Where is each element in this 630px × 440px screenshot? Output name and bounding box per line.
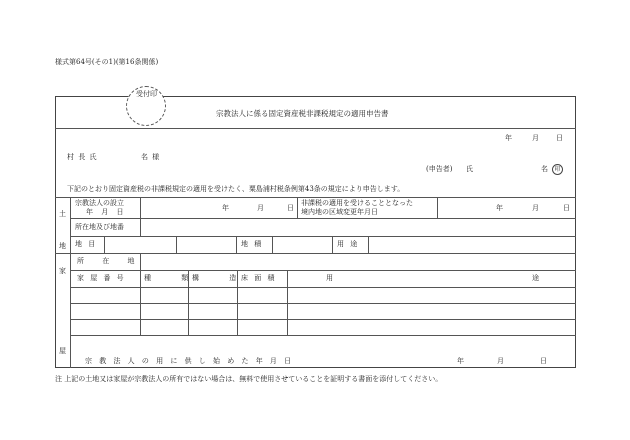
applicable-label-2: 境内地の区域変更年月日 (301, 208, 378, 216)
divider (70, 270, 576, 271)
establish-month: 月 (257, 204, 264, 212)
land-side-label: 地 (59, 242, 66, 250)
divider (55, 197, 576, 198)
house-side-label: 家 (59, 267, 66, 275)
form-frame (55, 96, 576, 368)
intro-text: 下記のとおり固定資産税の非課税規定の適用を受けたく、粟島浦村税条例第43条の規定により申告します。 (67, 185, 405, 193)
divider (437, 197, 438, 218)
divider (70, 319, 576, 320)
recipient-suffix: 名 様 (141, 153, 161, 161)
divider (70, 197, 71, 368)
form-title: 宗教法人に係る固定資産税非課税規定の適用申告書 (216, 109, 389, 118)
form-id: 様式第64号(その1)(第16条関係) (55, 58, 159, 66)
establish-label-date: 年 月 日 (86, 208, 127, 216)
divider (140, 270, 141, 335)
divider (176, 236, 177, 253)
applicable-day: 日 (563, 204, 570, 212)
divider (70, 303, 576, 304)
divider (140, 197, 141, 218)
applicant-name-suffix: 名 (541, 165, 548, 173)
divider (332, 236, 333, 253)
col-kind: 種 類 (144, 274, 203, 282)
footnote: 注 上記の土地又は家屋が宗教法人の所有ではない場合は、無料で使用させていることを証明する書面を添付してください。 (55, 375, 443, 383)
stamp-label: 受付印 (136, 90, 157, 98)
divider (297, 197, 298, 218)
land-side-label: 土 (59, 210, 66, 218)
establish-label: 宗教法人の設立 (75, 199, 124, 207)
applicable-label: 非課税の適用を受けることとなった (301, 199, 413, 207)
divider (236, 236, 237, 253)
divider (272, 236, 273, 253)
applicant-name-label: 氏 (466, 165, 473, 173)
applicable-year: 年 (496, 204, 503, 212)
area-label: 地 積 (241, 240, 264, 248)
col-use-1: 用 (326, 274, 333, 282)
start-month: 月 (497, 357, 504, 365)
house-location-label: 所 在 地 (77, 257, 143, 265)
divider (104, 236, 105, 253)
date-year: 年 (505, 134, 512, 142)
start-label: 宗 教 法 人 の 用 に 供 し 始 め た 年 月 日 (85, 357, 294, 365)
applicant-label: (申告者) (426, 165, 453, 173)
col-house-number: 家 屋 番 号 (77, 274, 126, 282)
divider (287, 270, 288, 335)
establish-year: 年 (222, 204, 229, 212)
use-label: 用 途 (337, 240, 360, 248)
col-floor-area: 床 面 積 (241, 274, 277, 282)
start-year: 年 (457, 357, 464, 365)
chimoku-label: 地 目 (75, 240, 98, 248)
start-day: 日 (540, 357, 547, 365)
house-side-label: 屋 (59, 347, 66, 355)
col-structure: 構 造 (192, 274, 251, 282)
recipient-prefix: 村 長 氏 (67, 153, 98, 161)
applicable-month: 月 (532, 204, 539, 212)
date-day: 日 (556, 134, 563, 142)
col-use-2: 途 (532, 274, 539, 282)
divider (368, 236, 369, 253)
divider (70, 287, 576, 288)
divider (140, 218, 141, 236)
divider (55, 253, 576, 254)
divider (70, 236, 576, 237)
divider (70, 335, 576, 336)
divider (70, 218, 576, 219)
divider (55, 128, 576, 129)
seal-mark: 印 (552, 164, 563, 175)
date-month: 月 (532, 134, 539, 142)
establish-day: 日 (287, 204, 294, 212)
location-label: 所在地及び地番 (75, 223, 124, 231)
